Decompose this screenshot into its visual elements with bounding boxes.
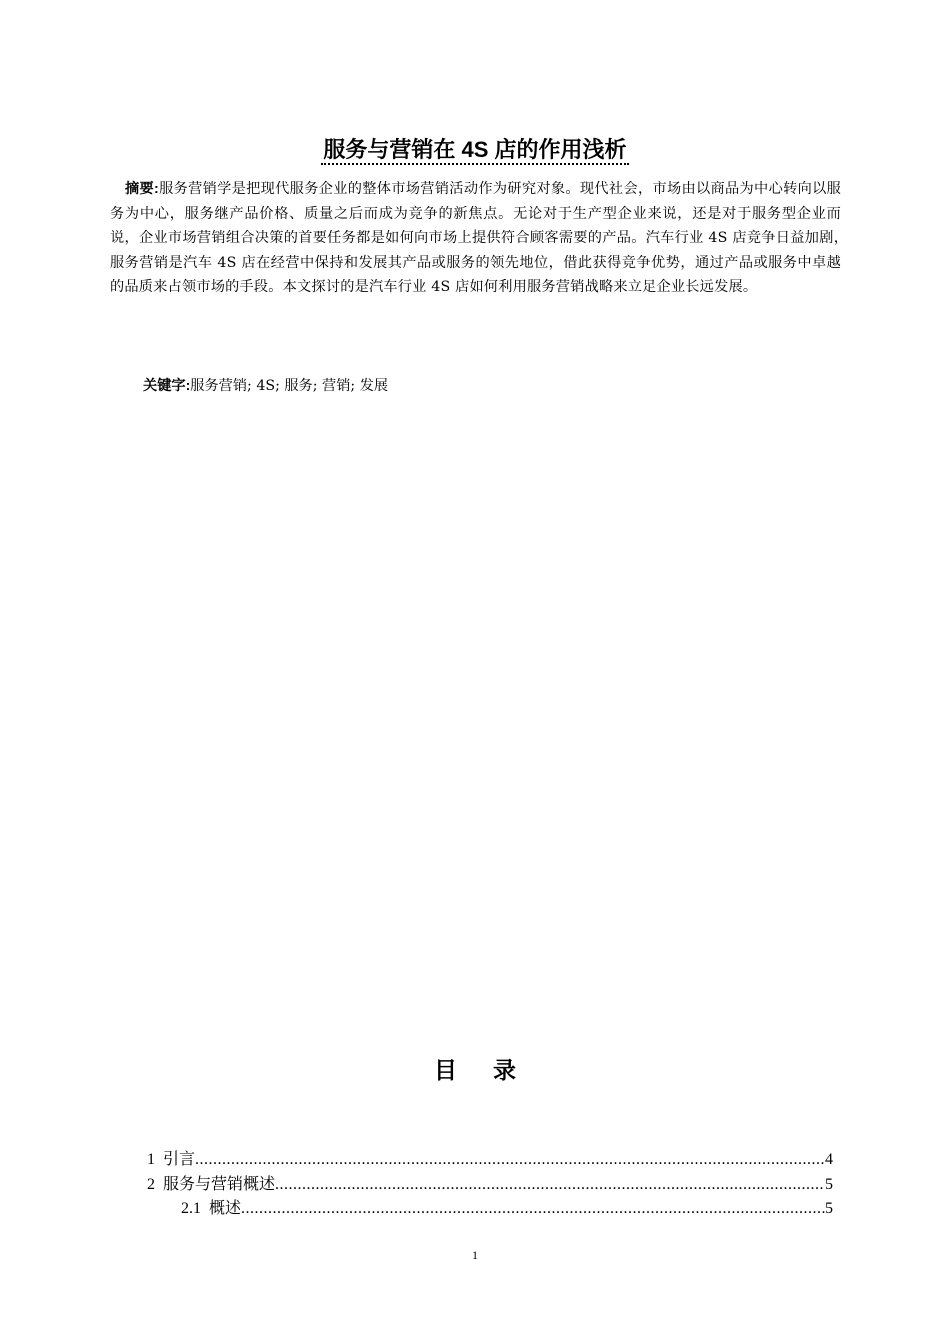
- toc-heading-right: 录: [493, 1058, 516, 1084]
- toc-entry-number: 2: [147, 1175, 155, 1193]
- toc-leader-dots: [241, 1200, 825, 1218]
- toc-entry-page: 5: [825, 1200, 833, 1217]
- abstract-label: 摘要:: [125, 181, 159, 197]
- toc-entry-title: 概述: [209, 1200, 242, 1217]
- toc-entry-page: 5: [825, 1175, 833, 1193]
- toc-heading-left: 目: [434, 1058, 457, 1084]
- toc-entry-page: 4: [825, 1151, 833, 1168]
- document-title-text: 服务与营销在 4S 店的作用浅析: [321, 137, 628, 165]
- toc-entry[interactable]: [147, 1171, 833, 1196]
- toc-entry[interactable]: [147, 1146, 833, 1171]
- toc-entry[interactable]: [147, 1195, 833, 1220]
- keywords-line: [143, 375, 388, 397]
- keywords-label: 关键字:: [143, 378, 191, 394]
- toc-entry-number: 1: [147, 1151, 155, 1168]
- toc-entry-number: 2.1: [181, 1200, 201, 1217]
- toc-leader-dots: [275, 1176, 825, 1194]
- abstract-text: 服务营销学是把现代服务企业的整体市场营销活动作为研究对象。现代社会，市场由以商品为中心转向以服务为中心，服务继产品价格、质量之后而成为竞争的新焦点。无论对于生产型企业来说，还是对于服务型企业而说，企业市场营销组合决策的首要任务都是如何向市场上提供符合顾客需要的产品。汽车行业 4S 店竞争日益加剧， 服务营销是汽车 4S 店在经营中保持和发展其产品或服务的领先地位，借此获得竞争优势，通过产品或服务中卓越的品质来占领市场的手段。本文探讨的是汽车行业 4S 店如何利用服务营销战略来立足企业长远发展。: [110, 181, 856, 295]
- abstract-paragraph: [110, 177, 856, 300]
- document-title: [0, 133, 950, 164]
- toc-entry-title: 引言: [163, 1151, 196, 1168]
- toc-leader-dots: [195, 1151, 825, 1169]
- toc-entry-title: 服务与营销概述: [163, 1175, 276, 1193]
- table-of-contents: [147, 1146, 833, 1220]
- toc-heading: [0, 1052, 950, 1085]
- page-number: 1: [472, 1248, 478, 1262]
- keywords-text: 服务营销; 4S; 服务; 营销; 发展: [190, 378, 389, 394]
